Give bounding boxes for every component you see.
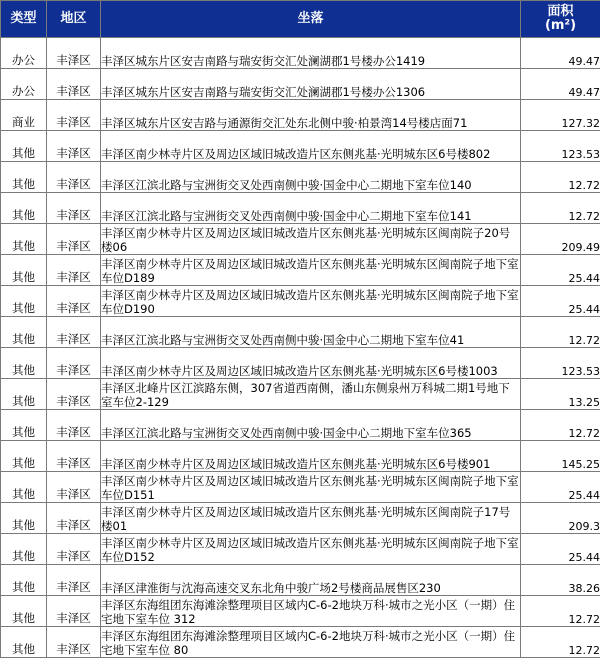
cell-type: 其他 — [1, 503, 47, 534]
cell-address — [101, 503, 521, 534]
cell-district: 丰泽区 — [47, 565, 101, 596]
cell-district: 丰泽区 — [47, 534, 101, 565]
address-text: 丰泽区北峰片区江滨路东侧，307省道西南侧，潘山东侧泉州万科城二期1号地下室车位2-129 — [101, 381, 510, 409]
table-row — [1, 162, 600, 193]
table-row — [1, 286, 600, 317]
cell-type: 其他 — [1, 565, 47, 596]
header-district: 地区 — [47, 1, 101, 38]
cell-type: 办公 — [1, 38, 47, 69]
table-row — [1, 255, 600, 286]
cell-district: 丰泽区 — [47, 286, 101, 317]
cell-district: 丰泽区 — [47, 379, 101, 410]
address-text: 丰泽区南少林寺片区及周边区域旧城改造片区东侧兆基·光明城东区6号楼901 — [101, 457, 491, 471]
cell-district: 丰泽区 — [47, 472, 101, 503]
table-row — [1, 38, 600, 69]
cell-area: 25.44 — [521, 286, 600, 317]
cell-address — [101, 193, 521, 224]
cell-type: 其他 — [1, 255, 47, 286]
address-text: 丰泽区津淮街与沈海高速交叉东北角中骏广场2号楼商品展售区230 — [101, 581, 441, 595]
table-row — [1, 224, 600, 255]
table-row — [1, 100, 600, 131]
cell-type: 商业 — [1, 100, 47, 131]
cell-address — [101, 100, 521, 131]
cell-type: 其他 — [1, 379, 47, 410]
table-row — [1, 131, 600, 162]
cell-area: 123.53 — [521, 348, 600, 379]
address-text: 丰泽区城东片区安吉南路与瑞安街交汇处澜湖郡1号楼办公1306 — [101, 85, 426, 99]
cell-address — [101, 627, 521, 658]
cell-type: 其他 — [1, 348, 47, 379]
cell-area: 25.44 — [521, 255, 600, 286]
cell-type: 其他 — [1, 472, 47, 503]
address-text: 丰泽区南少林寺片区及周边区域旧城改造片区东侧兆基·光明城东区闽南院子20号楼06 — [101, 226, 511, 254]
cell-area: 127.32 — [521, 100, 600, 131]
address-text: 丰泽区江滨北路与宝洲街交叉处西南侧中骏·国金中心二期地下室车位365 — [101, 426, 472, 440]
cell-address — [101, 410, 521, 441]
cell-area: 25.44 — [521, 472, 600, 503]
table-row — [1, 379, 600, 410]
address-text: 丰泽区东海组团东海滩涂整理项目区域内C-6-2地块万科·城市之光小区（一期）住宅地下室车位 80 — [101, 629, 516, 657]
cell-address — [101, 534, 521, 565]
cell-district: 丰泽区 — [47, 224, 101, 255]
cell-area: 49.47 — [521, 69, 600, 100]
table-row — [1, 472, 600, 503]
cell-district: 丰泽区 — [47, 38, 101, 69]
cell-district: 丰泽区 — [47, 193, 101, 224]
cell-address — [101, 379, 521, 410]
cell-address — [101, 565, 521, 596]
cell-type: 办公 — [1, 69, 47, 100]
header-area-unit: (m²) — [544, 18, 577, 33]
address-text: 丰泽区南少林寺片区及周边区域旧城改造片区东侧兆基·光明城东区闽南院子地下室车位D151 — [101, 474, 519, 502]
address-text: 丰泽区东海组团东海滩涂整理项目区域内C-6-2地块万科·城市之光小区（一期）住宅地下室车位 312 — [101, 598, 516, 626]
cell-type: 其他 — [1, 627, 47, 658]
cell-area: 25.44 — [521, 534, 600, 565]
cell-address — [101, 162, 521, 193]
cell-type: 其他 — [1, 534, 47, 565]
table-row — [1, 441, 600, 472]
table-row — [1, 317, 600, 348]
address-text: 丰泽区南少林寺片区及周边区域旧城改造片区东侧兆基·光明城东区闽南院子17号楼01 — [101, 505, 511, 533]
cell-address — [101, 69, 521, 100]
header-area-label: 面积 — [547, 4, 574, 19]
table-row — [1, 503, 600, 534]
cell-area: 12.72 — [521, 410, 600, 441]
table-row — [1, 627, 600, 658]
cell-address — [101, 286, 521, 317]
table-row — [1, 410, 600, 441]
cell-district: 丰泽区 — [47, 441, 101, 472]
cell-district: 丰泽区 — [47, 131, 101, 162]
cell-district: 丰泽区 — [47, 503, 101, 534]
table-row — [1, 348, 600, 379]
cell-area: 12.72 — [521, 596, 600, 627]
cell-address — [101, 38, 521, 69]
address-text: 丰泽区江滨北路与宝洲街交叉处西南侧中骏·国金中心二期地下室车位140 — [101, 178, 472, 192]
table-row — [1, 193, 600, 224]
cell-district: 丰泽区 — [47, 627, 101, 658]
address-text: 丰泽区南少林寺片区及周边区域旧城改造片区东侧兆基·光明城东区闽南院子地下室车位D189 — [101, 257, 519, 285]
cell-type: 其他 — [1, 131, 47, 162]
cell-area: 12.72 — [521, 162, 600, 193]
cell-type: 其他 — [1, 162, 47, 193]
cell-address — [101, 472, 521, 503]
address-text: 丰泽区江滨北路与宝洲街交叉处西南侧中骏·国金中心二期地下室车位141 — [101, 209, 472, 223]
cell-district: 丰泽区 — [47, 162, 101, 193]
table-row — [1, 534, 600, 565]
address-text: 丰泽区南少林寺片区及周边区域旧城改造片区东侧兆基·光明城东区6号楼1003 — [101, 364, 498, 378]
cell-district: 丰泽区 — [47, 100, 101, 131]
cell-area: 12.72 — [521, 193, 600, 224]
cell-type: 其他 — [1, 286, 47, 317]
cell-address — [101, 317, 521, 348]
address-text: 丰泽区城东片区安吉南路与瑞安街交汇处澜湖郡1号楼办公1419 — [101, 54, 426, 68]
table-header-row — [1, 1, 600, 38]
cell-area: 49.47 — [521, 38, 600, 69]
cell-type: 其他 — [1, 596, 47, 627]
cell-type: 其他 — [1, 193, 47, 224]
address-text: 丰泽区南少林寺片区及周边区域旧城改造片区东侧兆基·光明城东区闽南院子地下室车位D152 — [101, 536, 519, 564]
address-text: 丰泽区南少林寺片区及周边区域旧城改造片区东侧兆基·光明城东区6号楼802 — [101, 147, 491, 161]
cell-area: 145.25 — [521, 441, 600, 472]
table-row — [1, 596, 600, 627]
cell-district: 丰泽区 — [47, 317, 101, 348]
address-text: 丰泽区南少林寺片区及周边区域旧城改造片区东侧兆基·光明城东区闽南院子地下室车位D190 — [101, 288, 519, 316]
header-type: 类型 — [1, 1, 47, 38]
cell-district: 丰泽区 — [47, 410, 101, 441]
cell-area: 123.53 — [521, 131, 600, 162]
cell-district: 丰泽区 — [47, 596, 101, 627]
cell-area: 209.3 — [521, 503, 600, 534]
cell-address — [101, 596, 521, 627]
cell-address — [101, 441, 521, 472]
address-text: 丰泽区城东片区安吉路与通源街交汇处东北侧中骏·柏景湾14号楼店面71 — [101, 116, 468, 130]
cell-address — [101, 224, 521, 255]
cell-area: 12.72 — [521, 317, 600, 348]
cell-area: 13.25 — [521, 379, 600, 410]
address-text: 丰泽区江滨北路与宝洲街交叉处西南侧中骏·国金中心二期地下室车位41 — [101, 333, 465, 347]
cell-type: 其他 — [1, 441, 47, 472]
cell-district: 丰泽区 — [47, 348, 101, 379]
cell-type: 其他 — [1, 410, 47, 441]
cell-area: 209.49 — [521, 224, 600, 255]
cell-address — [101, 255, 521, 286]
cell-type: 其他 — [1, 224, 47, 255]
cell-type: 其他 — [1, 317, 47, 348]
header-area — [521, 1, 600, 38]
header-address: 坐落 — [101, 1, 521, 38]
cell-area: 12.72 — [521, 627, 600, 658]
cell-district: 丰泽区 — [47, 255, 101, 286]
table-row — [1, 69, 600, 100]
table-row — [1, 565, 600, 596]
cell-address — [101, 348, 521, 379]
cell-address — [101, 131, 521, 162]
table-body — [1, 38, 600, 658]
cell-district: 丰泽区 — [47, 69, 101, 100]
cell-area: 38.26 — [521, 565, 600, 596]
